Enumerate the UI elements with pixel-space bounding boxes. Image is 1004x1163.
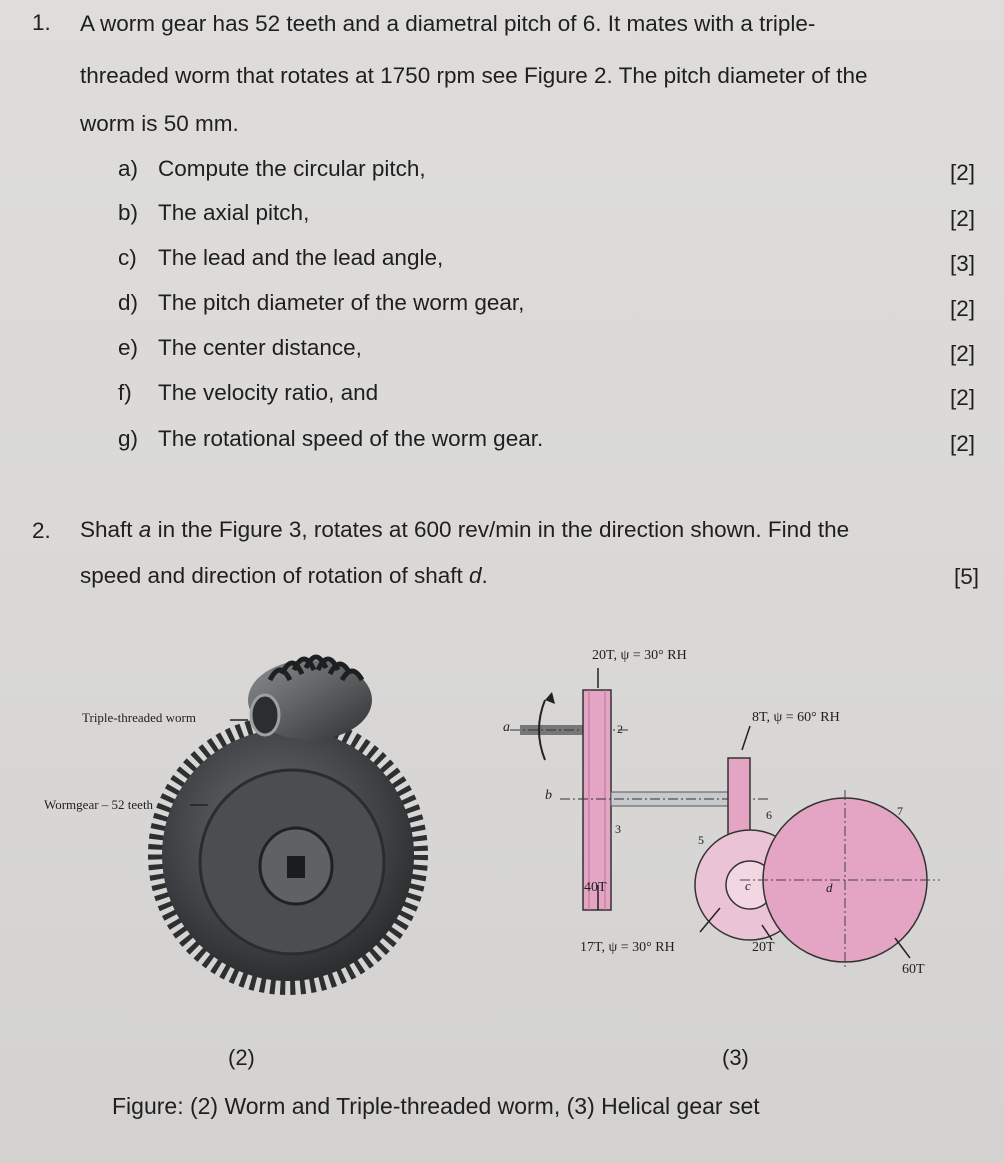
question-2-line-2-pre: speed and direction of rotation of shaft	[80, 563, 470, 588]
label-20t-psi-30-rh: 20T, ψ = 30° RH	[592, 648, 687, 663]
part-label: f)	[118, 380, 132, 405]
question-1-part-g	[118, 424, 543, 454]
part-text: Compute the circular pitch,	[158, 156, 426, 181]
figure-caption: Figure: (2) Worm and Triple-threaded worm, (3) Helical gear set	[112, 1093, 760, 1119]
part-label: e)	[118, 335, 139, 360]
part-marks: [2]	[950, 431, 976, 456]
question-1-line-1: A worm gear has 52 teeth and a diametral pitch of 6. It mates with a triple-	[80, 11, 816, 36]
part-text: The center distance,	[158, 335, 362, 360]
question-1-part-d	[118, 288, 524, 318]
label-shaft-c: c	[745, 878, 751, 893]
part-label: b)	[118, 200, 139, 225]
part-marks: [3]	[950, 251, 976, 276]
part-label: a)	[118, 156, 139, 181]
question-2-line-2	[80, 556, 488, 596]
label-shaft-d: d	[826, 880, 833, 895]
part-marks: [2]	[950, 385, 976, 410]
question-2-line-2-post: .	[481, 563, 488, 588]
label-20t: 20T	[752, 940, 775, 955]
question-2-line-1-post: in the Figure 3, rotates at 600 rev/min in the direction shown. Find the	[151, 517, 850, 542]
label-wormgear-52-teeth: Wormgear – 52 teeth	[44, 797, 154, 812]
label-gear-6: 6	[766, 808, 772, 822]
label-60t: 60T	[902, 962, 925, 977]
question-2-number: 2.	[32, 518, 51, 543]
label-shaft-b: b	[545, 788, 552, 803]
label-8t-psi-60-rh: 8T, ψ = 60° RH	[752, 710, 840, 725]
part-label: c)	[118, 245, 137, 270]
question-2-marks: [5]	[954, 564, 980, 589]
question-1-part-f	[118, 378, 378, 408]
question-1-part-a	[118, 154, 426, 184]
part-marks: [2]	[950, 160, 976, 185]
label-gear-3: 3	[615, 822, 621, 836]
part-text: The velocity ratio, and	[158, 380, 379, 405]
figure-3-number: (3)	[722, 1045, 749, 1070]
question-2-line-1-pre: Shaft	[80, 517, 139, 542]
part-text: The pitch diameter of the worm gear,	[158, 290, 525, 315]
part-marks: [2]	[950, 206, 976, 231]
gear-2	[583, 690, 611, 910]
figure-2-worm-gear-illustration	[20, 640, 440, 1020]
question-1-part-b	[118, 198, 309, 228]
part-text: The axial pitch,	[158, 200, 310, 225]
label-gear-5: 5	[698, 833, 704, 847]
wormgear-bore	[287, 856, 305, 878]
part-label: g)	[118, 426, 139, 451]
triple-threaded-worm	[248, 657, 372, 740]
shaft-a-variable: a	[138, 517, 152, 542]
question-1-line-3: worm is 50 mm.	[80, 111, 239, 136]
part-text: The lead and the lead angle,	[158, 245, 444, 270]
question-1-line-2: threaded worm that rotates at 1750 rpm see Figure 2. The pitch diameter of the	[80, 63, 868, 88]
label-shaft-a: a	[503, 720, 510, 735]
question-1-number: 1.	[32, 10, 51, 35]
label-triple-threaded-worm: Triple-threaded worm	[82, 710, 196, 725]
question-1-part-c	[118, 243, 443, 273]
label-gear-2: 2	[617, 722, 623, 736]
question-1-part-e	[118, 333, 362, 363]
part-marks: [2]	[950, 341, 976, 366]
label-40t: 40T	[584, 880, 607, 895]
figure-2-number: (2)	[228, 1045, 255, 1070]
question-2-line-1	[80, 510, 849, 550]
part-label: d)	[118, 290, 139, 315]
shaft-d-variable: d	[469, 563, 482, 588]
part-marks: [2]	[950, 296, 976, 321]
part-text: The rotational speed of the worm gear.	[158, 426, 544, 451]
label-17t-psi-30-rh: 17T, ψ = 30° RH	[580, 940, 675, 955]
label-gear-7: 7	[897, 804, 903, 818]
